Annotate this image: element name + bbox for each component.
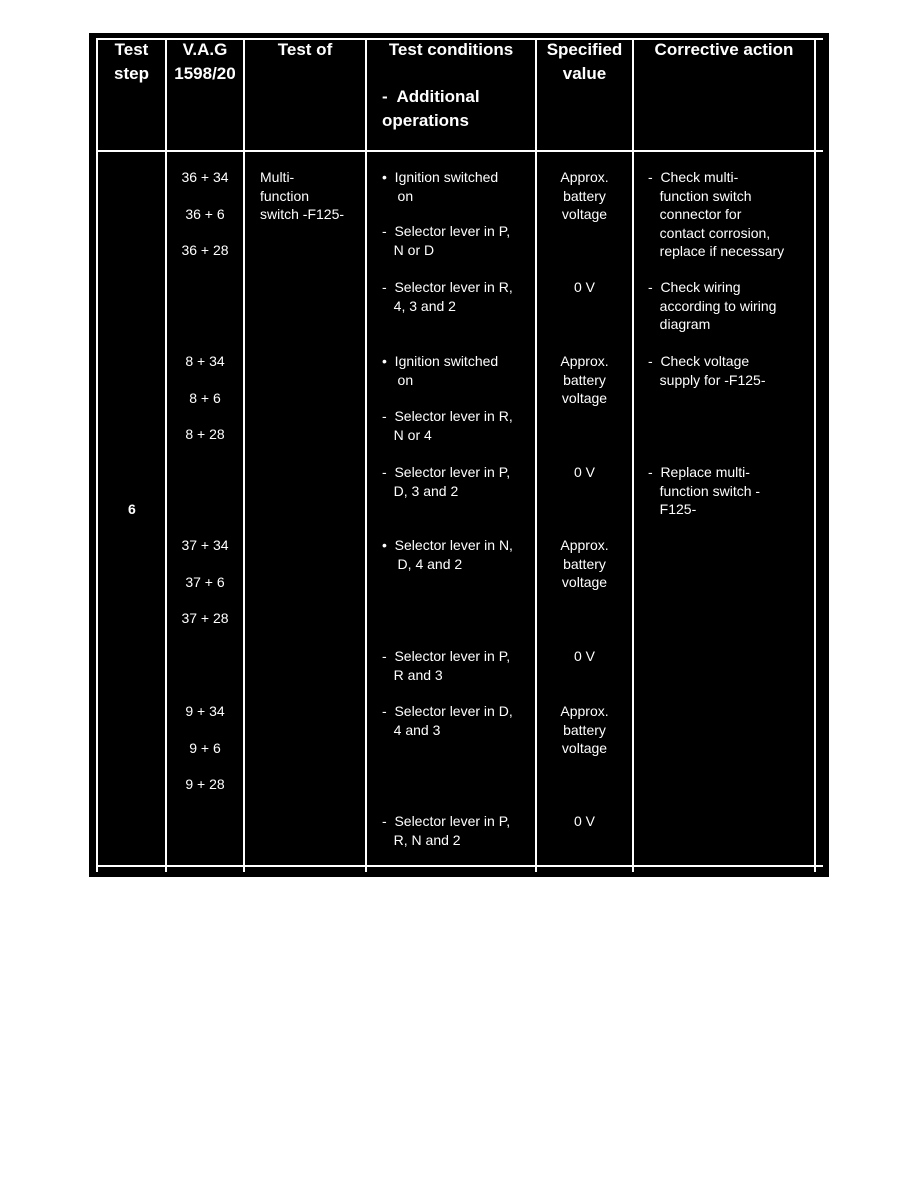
corrective-action: - Check voltage supply for -F125- <box>648 353 766 388</box>
vag-pin: 8 + 34 <box>185 353 225 369</box>
test-table <box>89 33 829 877</box>
corrective-action: - Check multi- function switch connector for contact corrosion, replace if necessary <box>648 169 785 259</box>
header-vag: V.A.G 1598/20 <box>174 40 236 83</box>
test-condition: - Selector lever in P, R and 3 <box>382 648 511 683</box>
test-condition: • Selector lever in N, D, 4 and 2 <box>382 537 513 572</box>
specified-value: Approx. battery voltage <box>560 703 609 756</box>
column-divider <box>243 38 245 872</box>
specified-value: Approx. battery voltage <box>560 169 609 222</box>
test-condition: - Selector lever in R, 4, 3 and 2 <box>382 279 513 314</box>
test-condition: • Ignition switched on <box>382 169 499 204</box>
table-bottom-border <box>96 865 823 867</box>
test-condition: - Selector lever in P, R, N and 2 <box>382 813 511 848</box>
test-condition: - Selector lever in R, N or 4 <box>382 408 513 443</box>
table-left-border <box>96 38 98 872</box>
corrective-action: - Check wiring according to wiring diagram <box>648 279 777 332</box>
test-of-value: Multi- function switch -F125- <box>260 169 345 222</box>
header-test-of: Test of <box>277 40 333 59</box>
corrective-action: - Replace multi- function switch - F125- <box>648 464 761 517</box>
vag-pin: 9 + 6 <box>189 740 221 756</box>
table-right-border <box>814 38 816 872</box>
specified-value: 0 V <box>573 813 595 829</box>
vag-pin: 37 + 28 <box>181 610 229 626</box>
header-test-step: Test step <box>114 40 149 83</box>
specified-value: Approx. battery voltage <box>560 537 609 590</box>
vag-pin: 9 + 34 <box>185 703 225 719</box>
test-condition: - Selector lever in D, 4 and 3 <box>382 703 513 738</box>
test-condition: • Ignition switched on <box>382 353 499 388</box>
column-divider <box>632 38 634 872</box>
vag-pin: 37 + 6 <box>185 574 225 590</box>
vag-pin: 36 + 34 <box>181 169 229 185</box>
header-test-conditions: Test conditions <box>388 40 514 59</box>
specified-value: 0 V <box>573 279 595 295</box>
vag-pin: 8 + 28 <box>185 426 225 442</box>
specified-value: Approx. battery voltage <box>560 353 609 406</box>
vag-pin: 37 + 34 <box>181 537 229 553</box>
specified-value: 0 V <box>573 648 595 664</box>
vag-pin: 36 + 6 <box>185 206 225 222</box>
header-additional-operations: - Additional operations <box>382 87 480 130</box>
header-divider <box>96 150 823 152</box>
vag-pin: 36 + 28 <box>181 242 229 258</box>
vag-pin: 8 + 6 <box>189 390 221 406</box>
header-specified-value: Specified value <box>546 40 623 83</box>
column-divider <box>365 38 367 872</box>
vag-pin: 9 + 28 <box>185 776 225 792</box>
specified-value: 0 V <box>573 464 595 480</box>
test-condition: - Selector lever in P, N or D <box>382 223 511 258</box>
header-corrective-action: Corrective action <box>654 40 794 59</box>
test-condition: - Selector lever in P, D, 3 and 2 <box>382 464 511 499</box>
step-number: 6 <box>128 501 136 517</box>
